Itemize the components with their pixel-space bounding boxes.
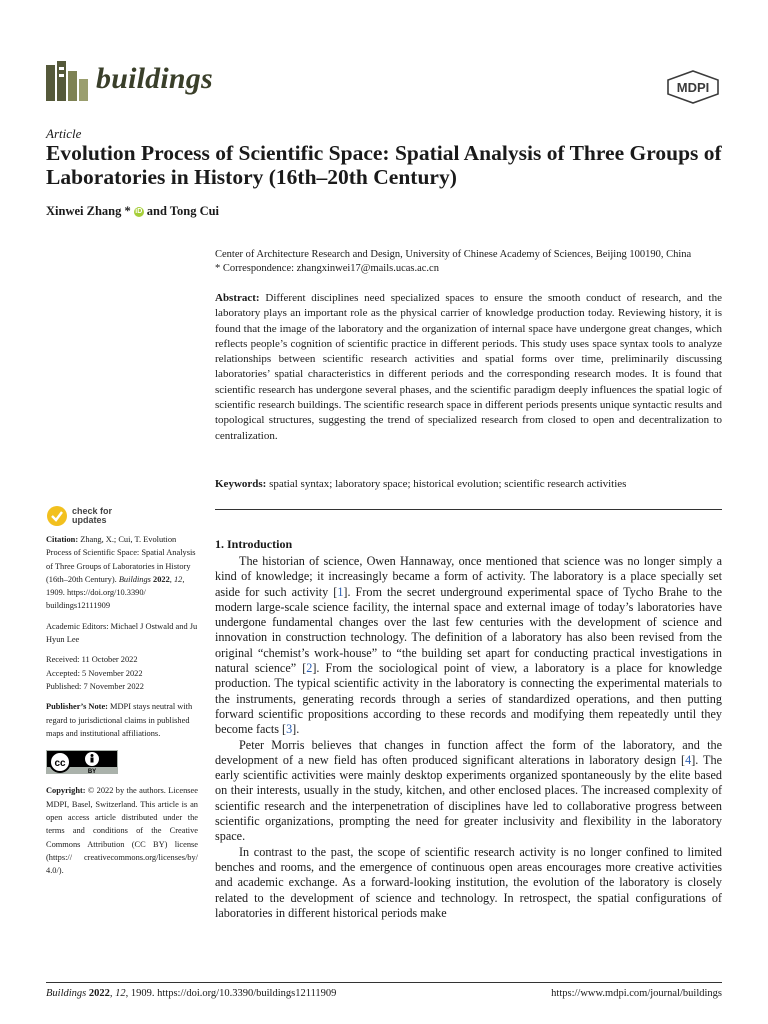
mdpi-logo-text: MDPI (676, 80, 710, 95)
correspondence: * Correspondence: zhangxinwei17@mails.ucas.ac.cn (215, 263, 439, 274)
paragraph (215, 738, 722, 845)
author-cui[interactable]: and Tong Cui (146, 204, 220, 218)
authors-line (46, 204, 219, 219)
paragraph-text: ]. (292, 722, 300, 737)
paragraph-text: The historian of science, Owen Hannaway, once mentioned that science was no longer simply a kind of knowledge; it increasingly became a form of activity. The laboratory is a place specially set aside for such activity [ (215, 554, 722, 599)
citation-volume: , 12 (169, 574, 183, 584)
paragraph-text: ]. The early scientific activities were mainly desktop experiments organized spontaneously by the elite based on their interests, usually in the study, kitchen, and other enclosed places. The increased complexity of scientific research and the interpenetration of disciplines have led to collaborative progress between scientific organizations, prompting the need for greater inclusivity and flexibility in the laboratory space. (215, 752, 722, 844)
abstract-text: Different disciplines need specialized spaces to ensure the smooth conduct of research, and the laboratory plays an important role as the physical carrier of knowledge production today. Reviewing history, it is found that the image of the laboratory and the organization of internal space have undergone great changes, which reflects people’s cognition of scientific practice in different periods. This study uses space syntax tools to analyze relationships between scientific research activities and spatial forms over time, preliminarily discussing laboratories’ spatial characteristics in different periods and the corresponding research modes. It is found that scientific research has undergone several phases, and the scientific paradigm deeply influences the spatial logic of scientific research buildings. The scientific research space in different periods presents unique syntactic results and topological structures, suggesting the trend of specialized research from closed to open and decentralization to centralization. (215, 292, 722, 442)
keywords-text: spatial syntax; laboratory space; historical evolution; scientific research activities (266, 478, 627, 490)
citation-year: 2022 (150, 574, 170, 584)
paragraph-text: ]. From the secret underground experimental space of Tycho Brahe to the modern large-scale science facility, the internal space and external image of today’s laboratories have undergone fundamental changes over the last few centuries with the development of science and innovation in construction technology. The definition of a laboratory has also been revised from the original “chemist’s work-house” to “the building set apart for conducting practical investigations in natural science” [ (215, 584, 722, 676)
footer-volume: , 12 (109, 988, 126, 999)
paragraph (215, 554, 722, 738)
cc-text: cc (54, 758, 66, 770)
footer-year: 2022 (86, 988, 110, 999)
citation-label: Citation: (46, 535, 79, 544)
check-for-updates-button[interactable] (46, 504, 198, 528)
footer-journal-url[interactable]: https://www.mdpi.com/journal/buildings (551, 988, 722, 999)
journal-name[interactable]: buildings (96, 62, 213, 95)
affiliation: Center of Architecture Research and Design, University of Chinese Academy of Sciences, Beijing 100190, China (215, 249, 692, 260)
citation-journal: Buildings (118, 574, 151, 584)
cc-by-text: BY (87, 769, 97, 775)
copyright-label: Copyright: (46, 786, 86, 796)
academic-editors: Academic Editors: Michael J Ostwald and Ju Hyun Lee (46, 621, 198, 645)
copyright-block (46, 784, 198, 877)
footer-journal: Buildings (46, 988, 87, 999)
footer-divider (46, 982, 722, 983)
received-date: Received: 11 October 2022 (46, 655, 138, 665)
reference-link[interactable]: 2 (306, 661, 313, 676)
sidebar (46, 504, 198, 885)
abstract (215, 291, 722, 444)
publisher-note-text: MDPI stays neutral with regard to jurisdictional claims in published maps and institutional affiliations. (46, 702, 193, 738)
keywords (215, 477, 722, 492)
paragraph-text: ]. From the sociological point of view, a laboratory is a place for knowledge production. The typical scientific activity in the laboratory is connecting the experimental materials to the instruments, generating records through a series of standardized operations, and then putting forward scientific propositions according to these records and modifying them repeatedly until they become facts [ (215, 661, 722, 737)
body-text (215, 554, 722, 921)
affiliation-block (215, 248, 735, 276)
paragraph-text: Peter Morris believes that changes in function affect the form of the laboratory, and the development of a new field has often produced significant alterations in laboratory design [ (215, 737, 722, 767)
orcid-icon[interactable]: iD (135, 207, 143, 215)
mdpi-logo-icon[interactable] (666, 70, 720, 104)
journal-logo-icon (46, 61, 90, 101)
copyright-text: © 2022 by the authors. Licensee MDPI, Basel, Switzerland. This article is an open access article distributed under the terms and conditions of the Creative Commons Attribution (CC BY) license (https:// creativecommons.org/licenses/by/ 4.0/). (46, 786, 198, 876)
reference-link[interactable]: 4 (685, 752, 692, 767)
section-divider (215, 509, 722, 510)
published-date: Published: 7 November 2022 (46, 681, 144, 691)
publisher-note (46, 700, 198, 740)
check-line2: updates (72, 515, 107, 525)
accepted-date: Accepted: 5 November 2022 (46, 668, 143, 678)
paragraph (215, 845, 722, 921)
reference-link[interactable]: 3 (286, 722, 293, 737)
check-updates-icon (46, 505, 68, 527)
section-heading: 1. Introduction (215, 537, 293, 551)
article-type: Article (46, 126, 82, 141)
citation-doi[interactable]: , 1909. https://doi.org/10.3390/ buildings12111909 (46, 574, 185, 611)
paper-title: Evolution Process of Scientific Space: Spatial Analysis of Three Groups of Laboratories in History (16th–20th Century) (46, 141, 722, 189)
author-zhang[interactable]: Xinwei Zhang * (46, 204, 131, 218)
keywords-label: Keywords: (215, 478, 267, 490)
check-line1: check for (72, 506, 113, 516)
citation-text-a: Zhang, X.; Cui, T. Evolution Process of Scientific Space: Spatial Analysis of Three Groups of Laboratories in History (16th–20th Century). (46, 535, 196, 584)
footer-citation (46, 988, 336, 999)
citation-block (46, 533, 198, 613)
paragraph-text: In contrast to the past, the scope of scientific research activity is no longer confined to limited benches and rooms, and the emergence of continuous open areas encourages more creative activities and academic exchange. As a forward-looking institution, the evolution of the laboratory is closely related to the development of science and technology. In retrospect, the spatial configurations of laboratories in different historical periods make (215, 844, 722, 920)
abstract-label: Abstract: (215, 292, 260, 304)
cc-by-license-icon[interactable] (46, 750, 118, 774)
reference-link[interactable]: 1 (337, 584, 344, 599)
footer-doi[interactable]: , 1909. https://doi.org/10.3390/buildings12111909 (125, 988, 337, 999)
publisher-note-label: Publisher’s Note: (46, 702, 108, 712)
